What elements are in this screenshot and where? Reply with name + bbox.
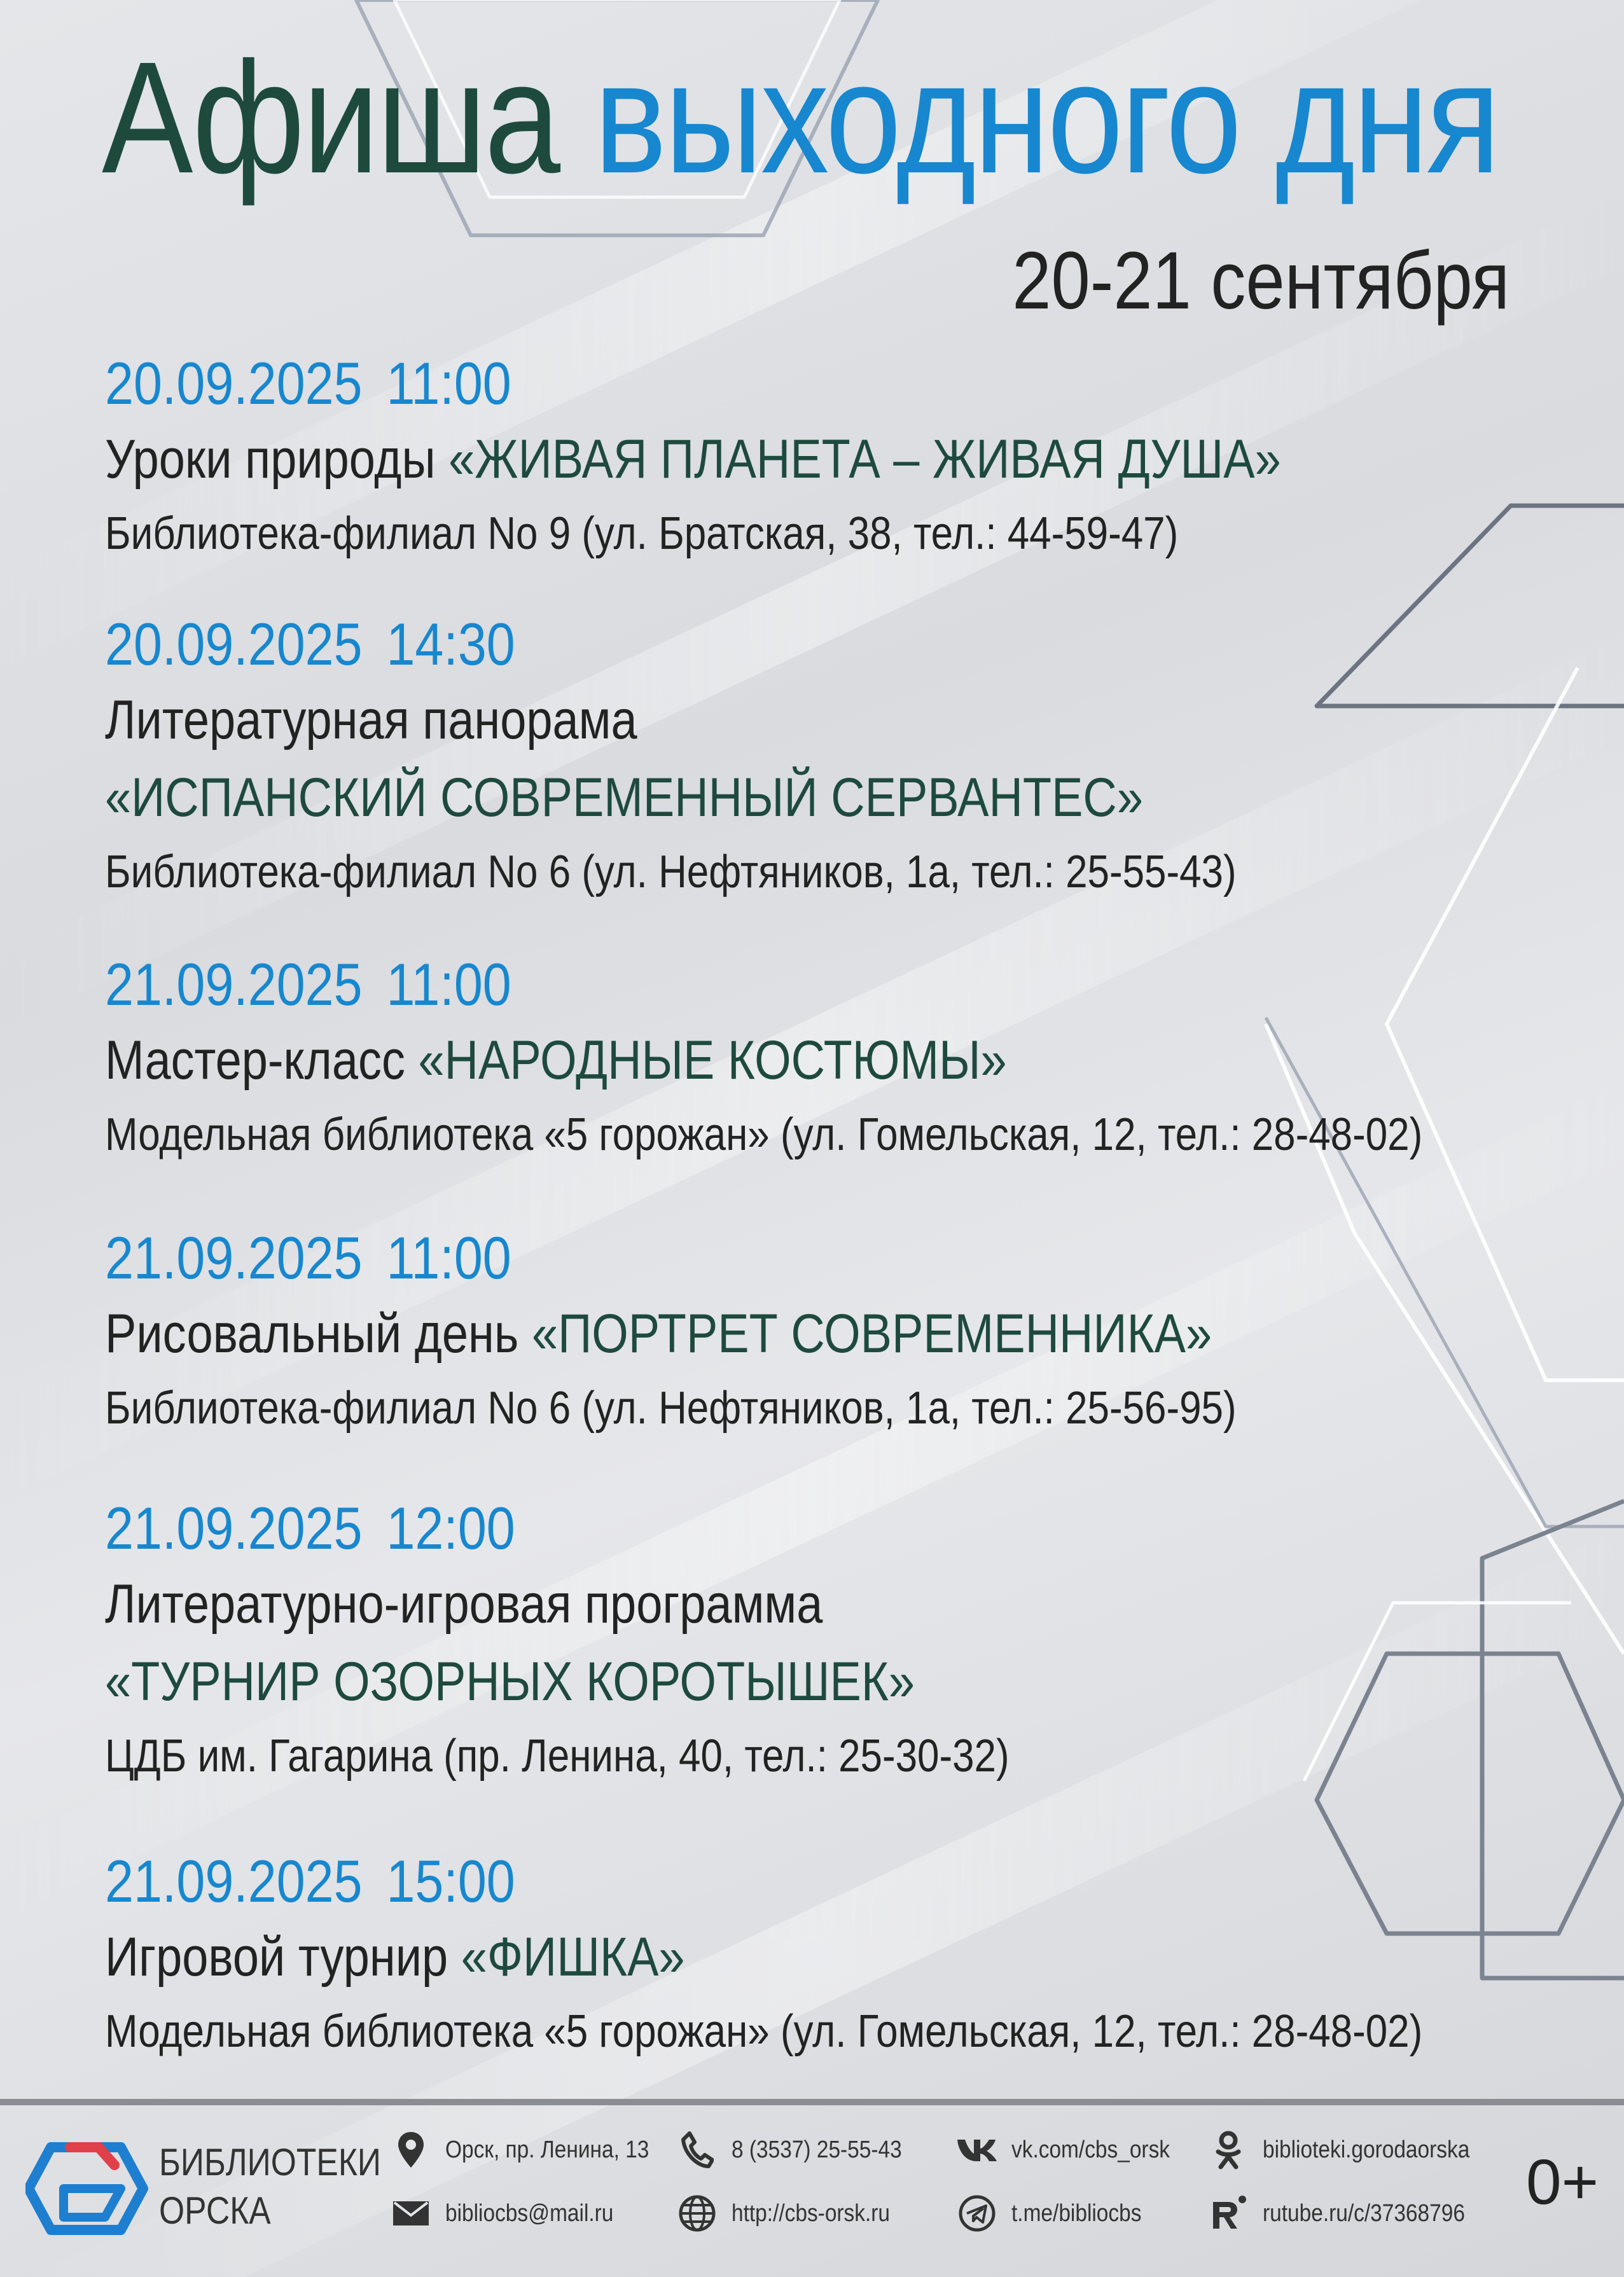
event-datetime — [105, 1844, 1308, 1918]
footer-email[interactable] — [388, 2190, 636, 2236]
odnoklassniki-icon — [1205, 2127, 1251, 2173]
event-item — [105, 347, 1504, 569]
rutube-icon — [1205, 2190, 1251, 2236]
event-datetime — [105, 607, 1308, 681]
event-item — [105, 1491, 1504, 1792]
event-name: «НАРОДНЫЕ КОСТЮМЫ» — [418, 1030, 1007, 1091]
title-word-poster: Афиша — [102, 29, 559, 206]
footer-website[interactable] — [674, 2190, 912, 2236]
footer-vk-link[interactable] — [954, 2127, 1191, 2173]
event-date: 21.09.2025 — [105, 1848, 363, 1914]
event-datetime — [105, 948, 1308, 1021]
event-address: Библиотека-филиал No 9 (ул. Братская, 38, тел.: 44-59-47) — [105, 508, 1179, 559]
map-pin-icon — [388, 2127, 434, 2173]
phone-text: 8 (3537) 25-55-43 — [732, 2136, 902, 2163]
event-address: Модельная библиотека «5 горожан» (ул. Гомельская, 12, тел.: 28-48-02) — [105, 1109, 1423, 1160]
mail-icon — [388, 2190, 434, 2236]
event-title-line — [105, 1295, 1308, 1373]
event-item — [105, 948, 1504, 1170]
event-name: «ПОРТРЕТ СОВРЕМЕННИКА» — [531, 1303, 1212, 1364]
telegram-icon — [954, 2190, 1000, 2236]
globe-icon — [674, 2190, 720, 2236]
telegram-link-text[interactable]: t.me/bibliocbs — [1011, 2199, 1142, 2227]
event-address: Модельная библиотека «5 горожан» (ул. Гомельская, 12, тел.: 28-48-02) — [105, 2006, 1423, 2057]
event-title-line — [105, 1021, 1308, 1099]
event-title-line — [105, 1918, 1308, 1996]
event-type: Игровой турнир — [105, 1927, 448, 1988]
event-name: «ЖИВАЯ ПЛАНЕТА – ЖИВАЯ ДУША» — [448, 429, 1281, 490]
event-type: Рисовальный день — [105, 1303, 519, 1364]
event-time: 12:00 — [386, 1495, 515, 1561]
phone-icon — [674, 2127, 720, 2173]
footer-address — [388, 2127, 677, 2173]
event-time: 14:30 — [386, 611, 515, 677]
title-word-weekend: выходного дня — [593, 29, 1499, 206]
age-rating: 0+ — [1525, 2147, 1599, 2218]
event-time: 11:00 — [386, 951, 511, 1018]
event-datetime — [105, 347, 1308, 420]
footer-rutube-link[interactable] — [1205, 2190, 1492, 2236]
footer-telegram-link[interactable] — [954, 2190, 1159, 2236]
event-date: 21.09.2025 — [105, 1224, 363, 1291]
logo-line-2: ОРСКА — [159, 2189, 271, 2232]
vk-link-text[interactable]: vk.com/cbs_orsk — [1011, 2136, 1170, 2163]
website-text[interactable]: http://cbs-orsk.ru — [732, 2199, 891, 2227]
event-item — [105, 1221, 1504, 1444]
event-date: 21.09.2025 — [105, 1495, 363, 1561]
event-date: 20.09.2025 — [105, 611, 363, 677]
logo-text — [159, 2138, 417, 2235]
event-time: 11:00 — [386, 350, 511, 417]
library-logo-icon — [25, 2135, 153, 2243]
event-title-line — [105, 1643, 1308, 1720]
event-name: «ФИШКА» — [461, 1927, 685, 1988]
footer-phone — [674, 2127, 925, 2173]
rutube-link-text[interactable]: rutube.ru/c/37368796 — [1263, 2199, 1465, 2227]
footer — [0, 2107, 1624, 2277]
event-address: ЦДБ им. Гагарина (пр. Ленина, 40, тел.: 25-30-32) — [105, 1731, 1010, 1782]
event-date: 21.09.2025 — [105, 951, 363, 1018]
ok-link-text[interactable]: biblioteki.gorodaorska — [1263, 2136, 1470, 2163]
event-type: Литературно-игровая программа — [105, 1574, 823, 1635]
event-name: «ТУРНИР ОЗОРНЫХ КОРОТЫШЕК» — [105, 1651, 915, 1712]
event-item — [105, 607, 1504, 908]
event-datetime — [105, 1491, 1308, 1565]
date-range: 20-21 сентября — [1012, 235, 1509, 326]
event-type: Литературная панорама — [105, 689, 637, 751]
event-date: 20.09.2025 — [105, 350, 363, 417]
event-item — [105, 1844, 1504, 2067]
event-address: Библиотека-филиал No 6 (ул. Нефтяников, 1а, тел.: 25-55-43) — [105, 847, 1237, 897]
event-type: Уроки природы — [105, 429, 436, 490]
event-time: 11:00 — [386, 1224, 511, 1291]
page-title — [102, 29, 1499, 206]
email-text[interactable]: bibliocbs@mail.ru — [445, 2199, 614, 2227]
vk-icon — [954, 2127, 1000, 2173]
event-datetime — [105, 1221, 1308, 1295]
event-address: Библиотека-филиал No 6 (ул. Нефтяников, 1а, тел.: 25-56-95) — [105, 1383, 1237, 1434]
footer-ok-link[interactable] — [1205, 2127, 1498, 2173]
address-text: Орск, пр. Ленина, 13 — [445, 2136, 649, 2163]
event-title-line — [105, 759, 1308, 836]
event-name: «ИСПАНСКИЙ СОВРЕМЕННЫЙ СЕРВАНТЕС» — [105, 767, 1143, 828]
event-type: Мастер-класс — [105, 1030, 405, 1091]
logo-line-1: БИБЛИОТЕКИ — [159, 2141, 381, 2184]
event-title-line — [105, 420, 1308, 498]
event-time: 15:00 — [386, 1848, 515, 1914]
footer-divider — [0, 2099, 1624, 2105]
